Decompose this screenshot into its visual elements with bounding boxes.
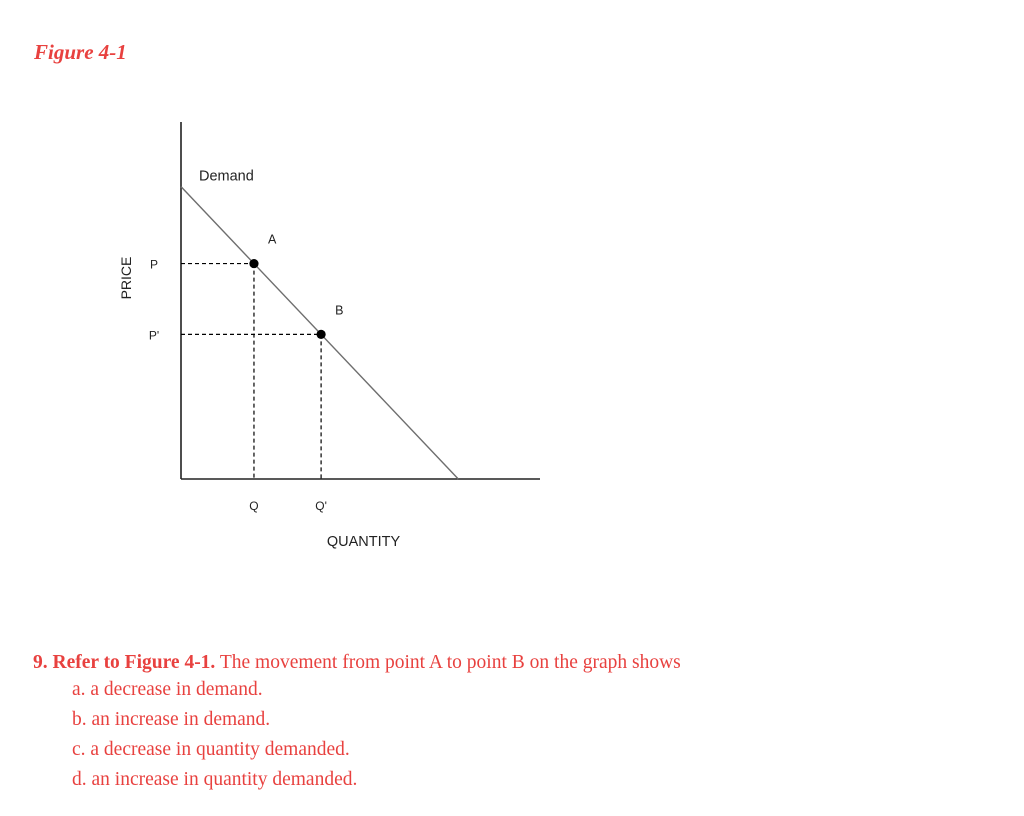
x-tick-label-2: Q' [315,499,327,513]
question-reference: Refer to Figure 4-1. [52,652,216,673]
figure-title: Figure 4-1 [34,40,127,64]
option-a[interactable]: a. a decrease in demand. [72,679,263,700]
point-a [249,259,258,268]
option-b[interactable]: b. an increase in demand. [72,709,271,730]
question-stem [33,651,681,674]
option-c[interactable]: c. a decrease in quantity demanded. [72,739,350,760]
demand-curve-label: Demand [199,168,254,185]
x-axis-label: QUANTITY [326,534,401,550]
point-label-a: A [267,232,277,247]
point-label-b: B [335,303,344,318]
y-tick-label-2: P' [148,328,160,343]
x-tick-label-1: Q [249,499,259,513]
question-number: 9. [33,652,48,673]
demand-chart [0,0,600,600]
option-d[interactable]: d. an increase in quantity demanded. [72,769,358,790]
y-axis-label: PRICE [118,256,134,300]
point-b [316,330,325,339]
question-text: The movement from point A to point B on the graph shows [219,652,681,673]
y-tick-label-1: P [149,257,159,272]
chart-layer [118,122,540,550]
